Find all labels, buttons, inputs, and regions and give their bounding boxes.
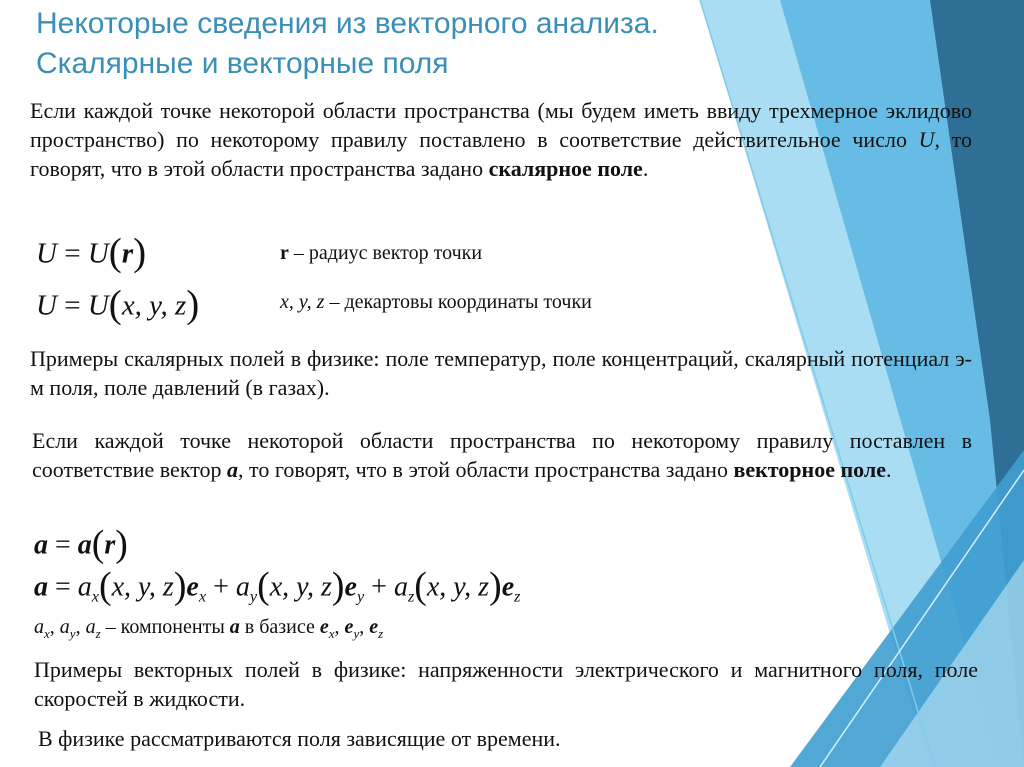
note-text1: – компоненты	[100, 616, 230, 638]
scalar-def-text-middle: , то говорят, что в этой области пространства задано	[30, 127, 972, 181]
basis-ey: e	[344, 571, 357, 603]
note-vec-a: a	[229, 616, 240, 638]
formula-scalar-r	[36, 230, 146, 275]
note-az: a	[85, 616, 96, 638]
note-ex: e	[319, 616, 329, 638]
time-dependent-note	[38, 724, 738, 753]
scalar-def-text-before: Если каждой точке некоторой области пространства (мы будем иметь ввиду трехмерное эклидово пространство) по некоторому правилу поставлено в соответствие действительное число	[30, 98, 972, 152]
note-text2: в базисе	[239, 616, 320, 638]
basis-ex: e	[186, 571, 199, 603]
note-sub-z: z	[378, 626, 384, 641]
paren-close: )	[173, 565, 187, 607]
sub-x: x	[198, 587, 207, 606]
title-line-1: Некоторые сведения из векторного анализа.	[36, 7, 659, 40]
note-sub-z: z	[95, 626, 101, 641]
formula-lhs: U	[36, 237, 57, 270]
vector-field-examples	[34, 655, 978, 713]
sub-z: z	[407, 587, 415, 606]
note-r-symbol: r	[280, 242, 289, 264]
formula-vector-r	[34, 522, 128, 566]
formula-args: x, y, z	[269, 571, 332, 603]
vector-examples-text: Примеры векторных полей в физике: напряженности электрического и магнитного поля, поле скоростей в жидкости.	[34, 657, 978, 711]
vector-def-text-before: Если каждой точке некоторой области пространства по некоторому правилу поставлен в соответствие вектор	[32, 428, 972, 482]
paren-close: )	[186, 283, 200, 326]
paren-close: )	[331, 565, 345, 607]
note-sep: ,	[75, 616, 86, 638]
vector-def-var: a	[227, 457, 239, 482]
formula-vector-components	[34, 564, 520, 608]
plus-sign: +	[371, 571, 387, 603]
note-cartesian	[280, 289, 592, 315]
component-az: a	[393, 571, 408, 603]
note-components-basis	[34, 614, 383, 647]
note-sep: ,	[334, 616, 345, 638]
formula-arg: r	[104, 529, 116, 561]
scalar-field-examples	[30, 344, 972, 402]
sub-y: y	[249, 587, 258, 606]
scalar-def-end: .	[642, 156, 649, 181]
note-sub-x: x	[328, 626, 335, 641]
vector-field-definition	[32, 426, 972, 484]
component-ay: a	[235, 571, 250, 603]
paren-open: (	[91, 523, 105, 565]
formula-scalar-xyz	[36, 282, 199, 327]
scalar-field-definition	[30, 96, 972, 183]
time-note-text: В физике рассматриваются поля зависящие от времени.	[38, 726, 561, 751]
formula-eq: =	[64, 289, 81, 322]
note-sep: ,	[49, 616, 60, 638]
formula-args: x, y, z	[426, 571, 490, 603]
note-ax: a	[34, 616, 44, 638]
note-radius-vector	[280, 240, 482, 266]
note-ez: e	[369, 616, 379, 638]
formula-eq: =	[64, 237, 81, 270]
vector-field-term: векторное поле	[733, 457, 886, 482]
formula-args: x, y, z	[111, 571, 174, 603]
sub-x: x	[91, 587, 100, 606]
paren-open: (	[108, 283, 122, 326]
basis-ez: e	[501, 571, 515, 603]
scalar-field-term: скалярное поле	[488, 156, 643, 181]
paren-close: )	[115, 523, 128, 565]
paren-close: )	[133, 231, 147, 274]
note-xyz-vars: x, y, z	[280, 291, 325, 313]
paren-open: (	[414, 565, 427, 607]
paren-open: (	[257, 565, 270, 607]
formula-args: x, y, z	[121, 289, 187, 322]
paren-open: (	[99, 565, 112, 607]
formula-arg: r	[121, 237, 134, 270]
title-line-2: Скалярные и векторные поля	[36, 47, 449, 80]
formula-func: U	[87, 289, 109, 322]
paren-close: )	[489, 565, 502, 607]
formula-lhs: a	[34, 529, 48, 561]
scalar-examples-text: Примеры скалярных полей в физике: поле температур, поле концентраций, скалярный потенциал э-м поля, поле давлений (в газах).	[30, 346, 972, 400]
formula-eq: =	[55, 529, 71, 561]
scalar-def-var: U	[918, 127, 935, 152]
formula-lhs: U	[36, 289, 57, 322]
vector-def-text-middle: , то говорят, что в этой области пространства задано	[238, 457, 734, 482]
note-sub-y: y	[69, 626, 76, 641]
formula-func: a	[77, 529, 92, 561]
note-ey: e	[344, 616, 354, 638]
formula-eq: =	[55, 571, 71, 603]
sub-z: z	[514, 587, 521, 606]
component-ax: a	[77, 571, 92, 603]
vector-def-end: .	[885, 457, 892, 482]
sub-y: y	[356, 587, 365, 606]
slide-title	[36, 4, 659, 84]
note-r-text: – радиус вектор точки	[288, 242, 483, 264]
note-sub-x: x	[44, 626, 50, 641]
note-xyz-text: – декартовы координаты точки	[324, 291, 592, 313]
formula-func: U	[87, 237, 109, 270]
plus-sign: +	[213, 571, 229, 603]
note-sub-y: y	[353, 626, 360, 641]
note-sep: ,	[359, 616, 370, 638]
note-ay: a	[59, 616, 70, 638]
formula-lhs: a	[34, 571, 48, 603]
paren-open: (	[108, 231, 122, 274]
